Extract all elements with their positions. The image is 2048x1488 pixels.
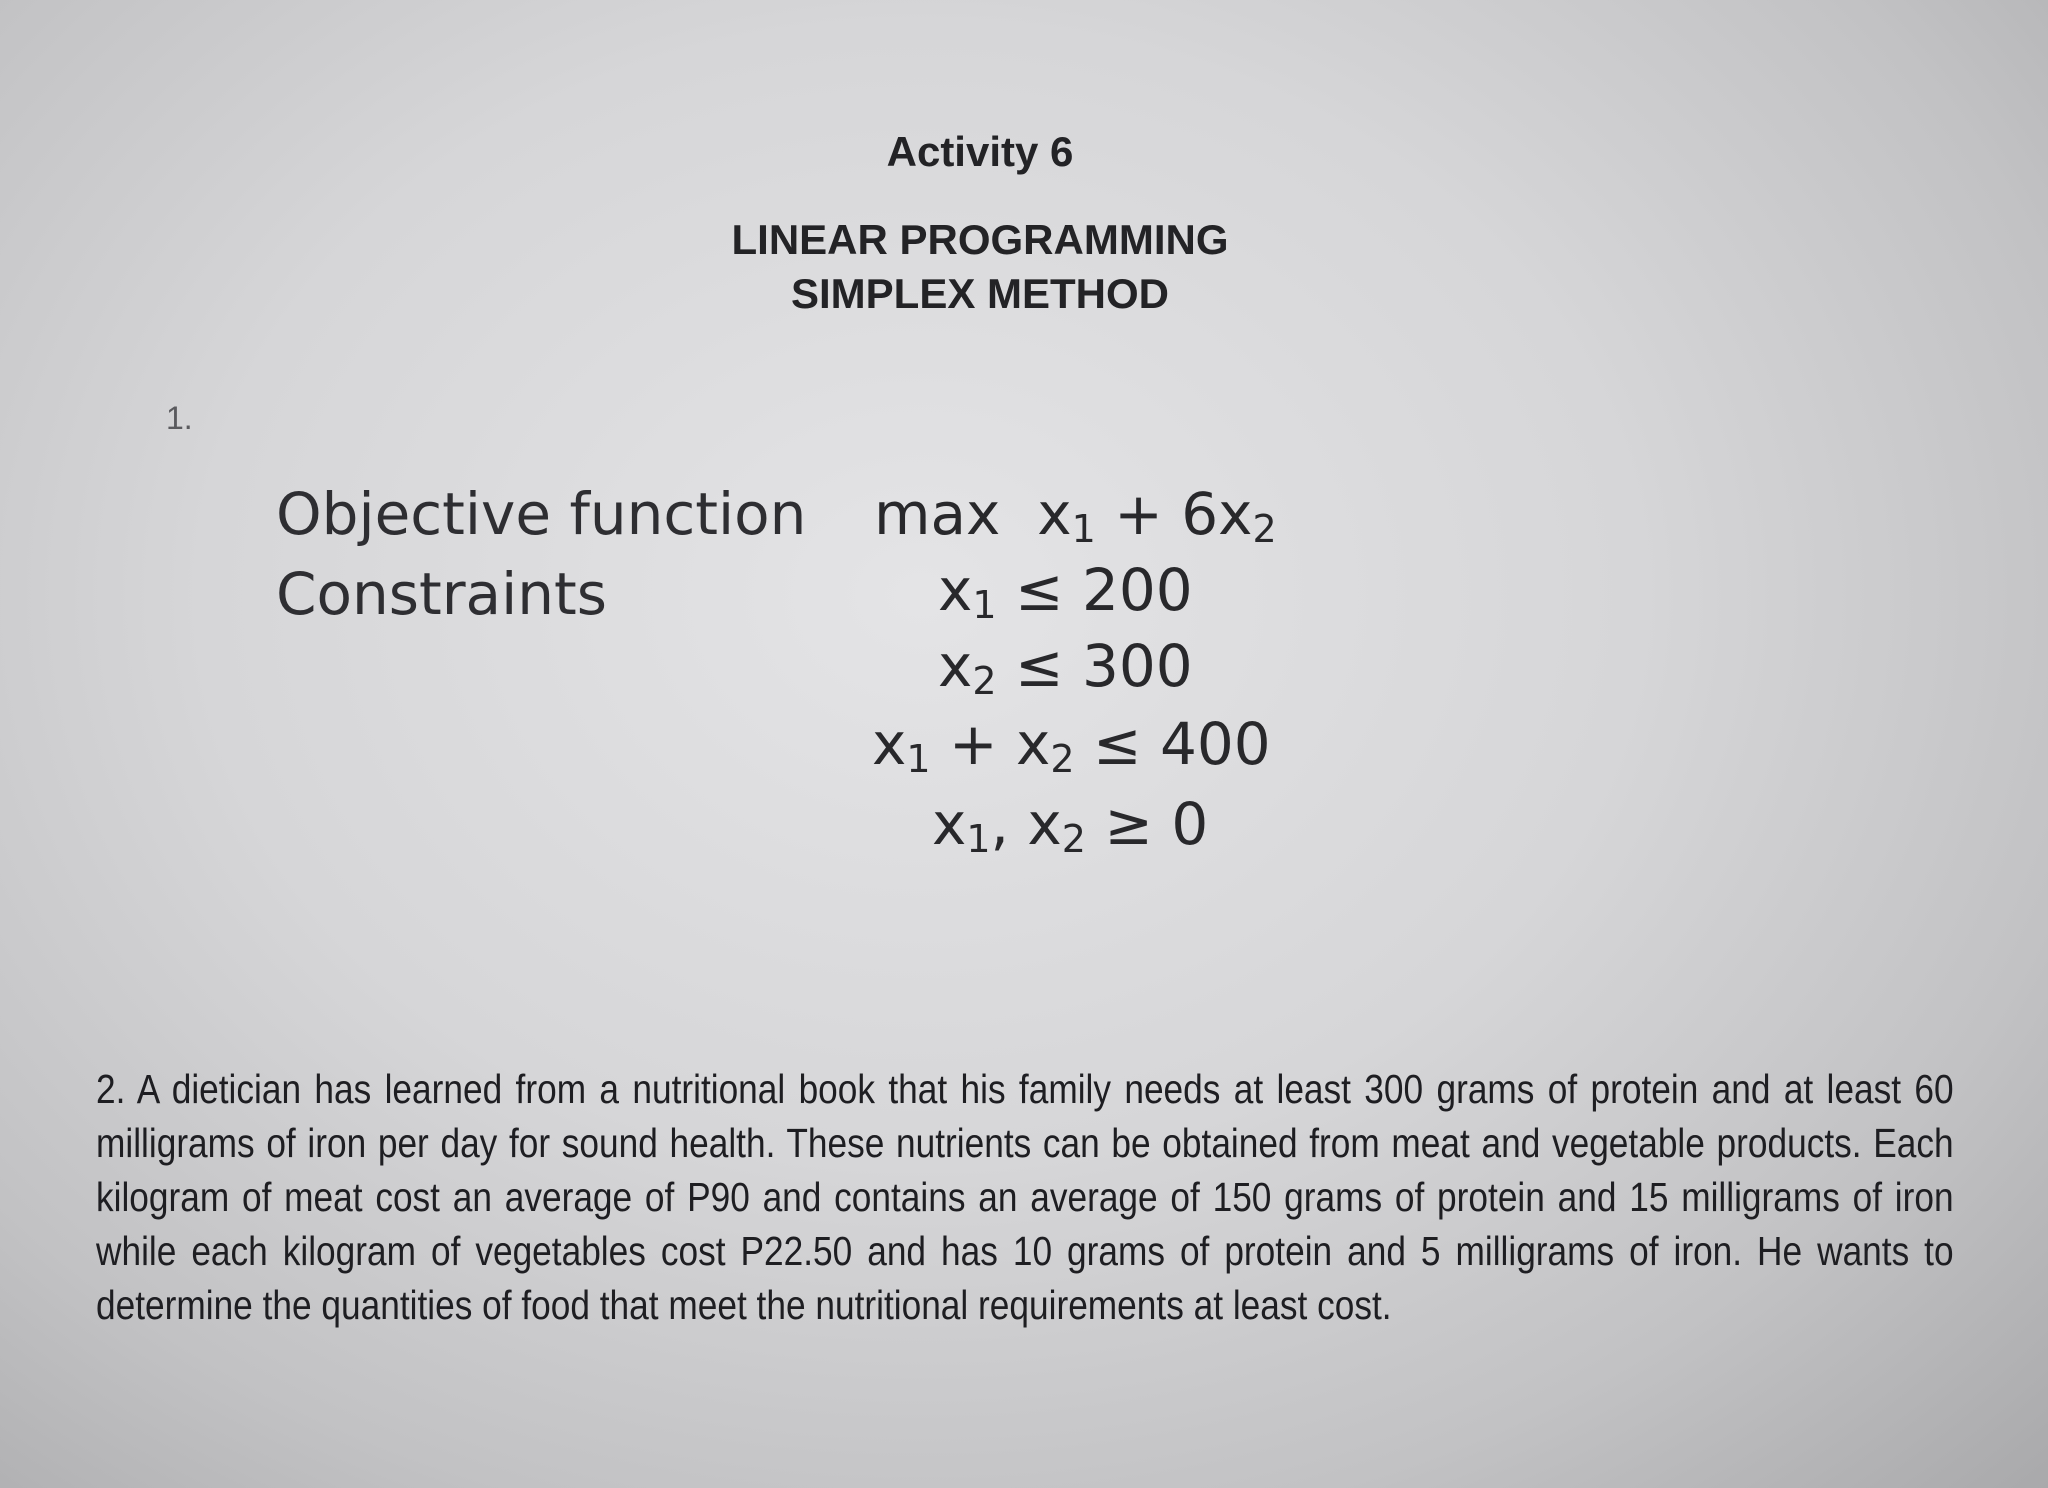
c4-sub1: 1 [966,817,991,861]
c4-var2: x [1027,790,1062,858]
c2-rhs: 300 [1082,632,1193,700]
c3-rhs: 400 [1160,710,1271,778]
c4-op: ≥ [1104,790,1153,858]
c1-rhs: 200 [1082,556,1193,624]
c3-op: ≤ [1092,710,1142,778]
c3-sub1: 1 [906,737,931,781]
problem-2-paragraph: 2. A dietician has learned from a nutritional book that his family needs at least 300 grams of protein and at least 60 milligrams of iron per day for sound health. These nutrients can be obtained from meat and vegetable products. Each kilogram of meat cost an average of P90 and contains an average of 150 grams of protein and 15 milligrams of iron while each kilogram of vegetables cost P22.50 and has 10 grams of protein and 5 milligrams of iron. He wants to determine the quantities of food that meet the nutritional requirements at least cost. [96,1066,1954,1328]
objective-function-label: Objective function [276,480,807,548]
c3-var1: x [872,710,907,778]
c1-sub: 1 [972,583,997,627]
obj-plus: + [1114,480,1163,548]
question-1-number: 1. [166,400,193,436]
c1-op: ≤ [1014,556,1064,624]
c2-var: x [938,632,973,700]
c2-op: ≤ [1014,632,1064,700]
objective-expression [874,480,1277,551]
c3-var2: x [1016,710,1051,778]
c2-sub: 2 [972,659,997,703]
constraints-label: Constraints [276,560,607,628]
activity-title: Activity 6 [886,128,1074,175]
constraint-1 [938,556,1193,627]
max-keyword: max [874,480,1001,548]
c1-var: x [938,556,973,624]
c4-sub2: 2 [1061,817,1086,861]
c4-rhs: 0 [1171,790,1209,858]
constraint-2 [938,632,1193,703]
method-heading: SIMPLEX METHOD [790,270,1170,317]
c3-plus: + [948,710,998,778]
topic-heading: LINEAR PROGRAMMING [731,216,1229,263]
obj-sub1: 1 [1071,507,1096,551]
obj-var1: x [1037,480,1072,548]
c3-sub2: 2 [1050,737,1075,781]
obj-term2: 6x [1181,480,1253,548]
constraint-4 [932,790,1208,861]
obj-sub2: 2 [1252,507,1277,551]
c4-var1: x [932,790,967,858]
constraint-3 [872,710,1271,781]
c4-comma: , [990,790,1009,858]
